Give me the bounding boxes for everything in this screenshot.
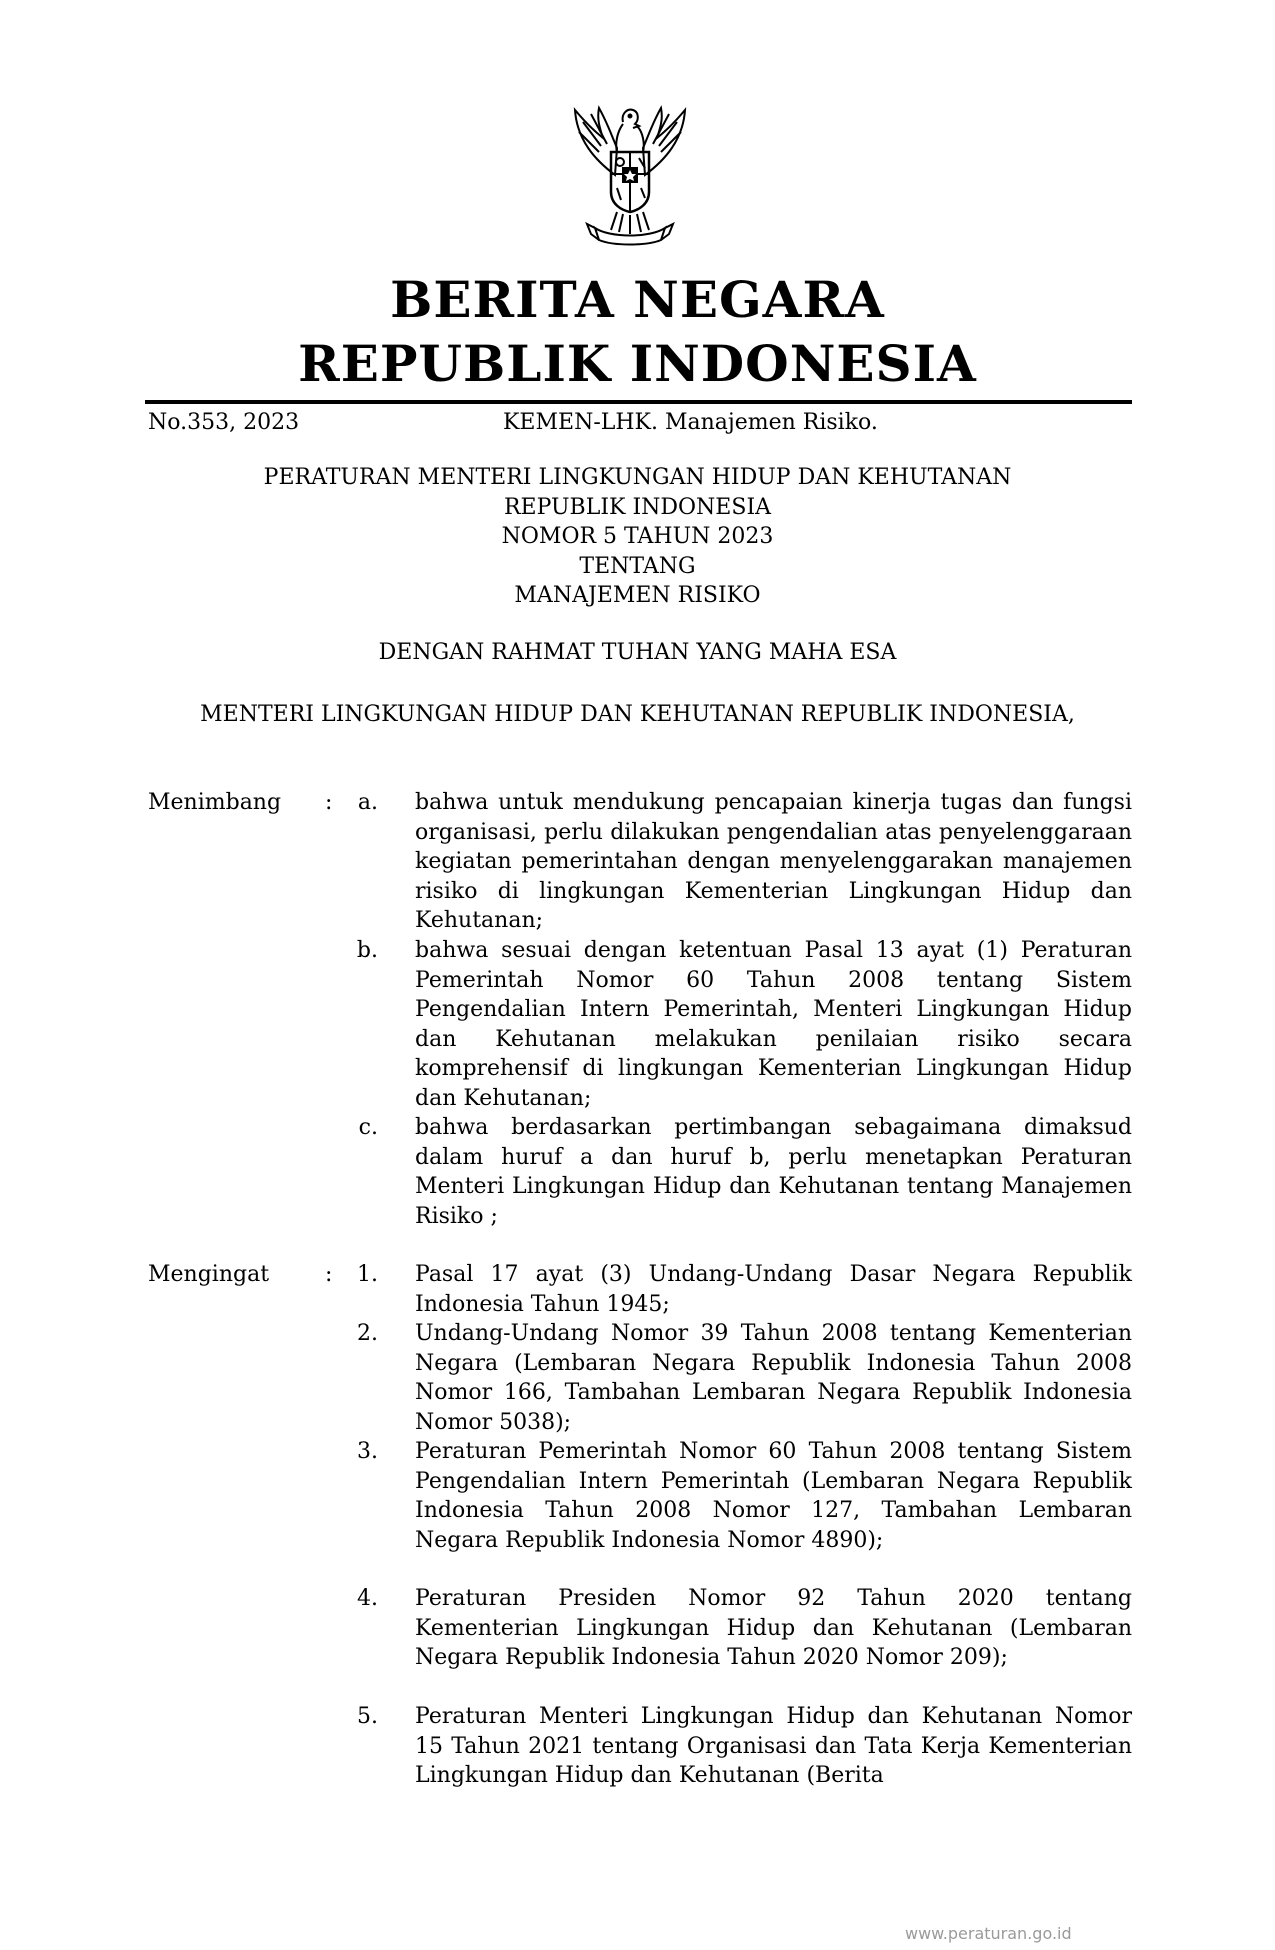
menimbang-colon: : [325,790,333,815]
masthead-divider [145,400,1132,404]
regulation-title [0,463,1275,611]
masthead-title-line-2: REPUBLIK INDONESIA [298,334,977,393]
garuda-emblem-icon [555,100,705,250]
menimbang-marker: a. [357,790,378,815]
mengingat-marker: 1. [357,1262,378,1287]
mengingat-marker: 2. [357,1321,378,1346]
mengingat-item: Pasal 17 ayat (3) Undang-Undang Dasar Negara Republik Indonesia Tahun 1945; [415,1262,1132,1317]
menimbang-label: Menimbang [148,790,282,815]
footer-url: www.peraturan.go.id [905,1924,1072,1943]
masthead-title-line-1: BERITA NEGARA [390,270,885,329]
mengingat-item: Peraturan Menteri Lingkungan Hidup dan Kehutanan Nomor 15 Tahun 2021 tentang Organisasi dan Tata Kerja Kementerian Lingkungan Hidup dan Kehutanan (Berita [415,1704,1132,1788]
menimbang-marker: c. [358,1115,378,1140]
mengingat-item: Undang-Undang Nomor 39 Tahun 2008 tentang Kementerian Negara (Lembaran Negara Republik Indonesia Tahun 2008 Nomor 166, Tambahan Lembaran Negara Republik Indonesia Nomor 5038); [415,1321,1132,1435]
mengingat-marker: 4. [357,1586,378,1611]
mengingat-item: Peraturan Pemerintah Nomor 60 Tahun 2008 tentang Sistem Pengendalian Intern Pemerintah (Lembaran Negara Republik Indonesia Tahun 2008 Nomor 127, Tambahan Lembaran Negara Republik Indonesia Nomor 4890); [415,1439,1132,1553]
invocation: DENGAN RAHMAT TUHAN YANG MAHA ESA [378,640,897,665]
mengingat-marker: 5. [357,1704,378,1729]
mengingat-marker: 3. [357,1439,378,1464]
publication-topic: KEMEN-LHK. Manajemen Risiko. [503,410,878,435]
mengingat-label: Mengingat [148,1262,270,1287]
menimbang-item: bahwa sesuai dengan ketentuan Pasal 13 ayat (1) Peraturan Pemerintah Nomor 60 Tahun 2008 tentang Sistem Pengendalian Intern Pemerintah, Menteri Lingkungan Hidup dan Kehutanan melakukan penilaian risiko secara komprehensif di lingkungan Kementerian Lingkungan Hidup dan Kehutanan; [415,938,1132,1111]
menimbang-item: bahwa berdasarkan pertimbangan sebagaimana dimaksud dalam huruf a dan huruf b, perlu menetapkan Peraturan Menteri Lingkungan Hidup dan Kehutanan tentang Manajemen Risiko ; [415,1115,1132,1229]
regulation-title-line: REPUBLIK INDONESIA [503,494,772,520]
menimbang-item: bahwa untuk mendukung pencapaian kinerja tugas dan fungsi organisasi, perlu dilakukan pengendalian atas penyelenggaraan kegiatan pemerintahan dengan menyelenggarakan manajemen risiko di lingkungan Kementerian Lingkungan Hidup dan Kehutanan; [415,790,1132,933]
mengingat-item: Peraturan Presiden Nomor 92 Tahun 2020 tentang Kementerian Lingkungan Hidup dan Kehutanan (Lembaran Negara Republik Indonesia Tahun 2020 Nomor 209); [415,1586,1132,1670]
regulation-title-line: PERATURAN MENTERI LINGKUNGAN HIDUP DAN KEHUTANAN [263,465,1012,490]
publication-number: No.353, 2023 [148,410,300,435]
regulation-title-line: TENTANG [579,553,696,579]
mengingat-colon: : [325,1262,333,1287]
regulation-title-line: NOMOR 5 TAHUN 2023 [501,524,774,549]
regulation-title-line: MANAJEMEN RISIKO [514,583,761,608]
menimbang-marker: b. [356,938,378,963]
enacting-authority: MENTERI LINGKUNGAN HIDUP DAN KEHUTANAN REPUBLIK INDONESIA, [200,702,1075,727]
